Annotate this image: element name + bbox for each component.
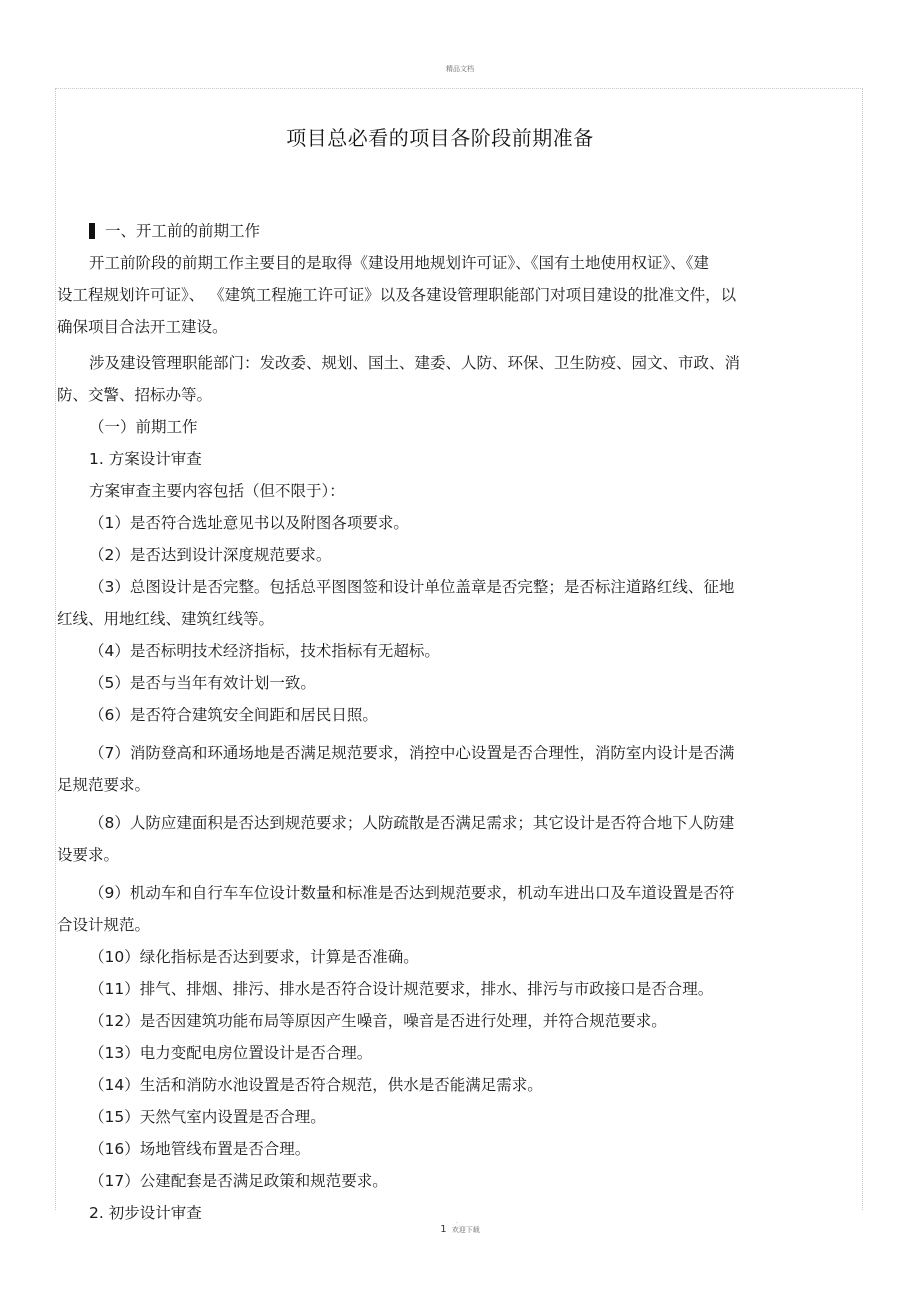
list-item: （11）排气、排烟、排污、排水是否符合设计规范要求，排水、排污与市政接口是否合理。 [89,980,714,998]
list-item-continued: 足规范要求。 [57,776,151,794]
list-item: （4）是否标明技术经济指标，技术指标有无超标。 [89,642,440,660]
list-item-continued: 设要求。 [57,846,120,864]
paragraph-line: 确保项目合法开工建设。 [57,318,228,336]
list-item: （15）天然气室内设置是否合理。 [89,1108,326,1126]
paragraph-line: 防、交警、招标办等。 [57,386,213,404]
section-heading-text: 一、开工前的前期工作 [105,222,261,240]
page-number: 1 [440,1224,447,1235]
section-marker-icon [89,223,95,239]
header-note: 精品文档 [446,65,474,73]
list-item: （6）是否符合建筑安全间距和居民日照。 [89,706,378,724]
list-item: （8）人防应建面积是否达到规范要求；人防疏散是否满足需求；其它设计是否符合地下人防建 [89,814,735,832]
paragraph-line: 涉及建设管理职能部门：发改委、规划、国土、建委、人防、环保、卫生防疫、园文、市政、消 [89,354,741,372]
list-item: （16）场地管线布置是否合理。 [89,1140,311,1158]
section-heading [57,215,817,247]
list-item: （12）是否因建筑功能布局等原因产生噪音，噪音是否进行处理，并符合规范要求。 [89,1012,667,1030]
subsection-heading: （一）前期工作 [89,418,198,436]
list-item-continued: 红线、用地红线、建筑红线等。 [57,610,275,628]
list-item: （1）是否符合选址意见书以及附图各项要求。 [89,514,409,532]
review-intro: 方案审查主要内容包括（但不限于）： [89,482,345,500]
paragraph-line: 开工前阶段的前期工作主要目的是取得《建设用地规划许可证》、《国有土地使用权证》、《建 [89,254,710,272]
list-item-continued: 合设计规范。 [57,916,151,934]
list-item: （9）机动车和自行车车位设计数量和标准是否达到规范要求，机动车进出口及车道设置是否符 [89,884,735,902]
item-heading: 1. 方案设计审查 [89,450,202,468]
list-item: （3）总图设计是否完整。包括总平图图签和设计单位盖章是否完整；是否标注道路红线、征地 [89,578,735,596]
list-item: （5）是否与当年有效计划一致。 [89,674,316,692]
list-item: （10）绿化指标是否达到要求，计算是否准确。 [89,948,419,966]
list-item: （2）是否达到设计深度规范要求。 [89,546,332,564]
list-item: （7）消防登高和环通场地是否满足规范要求，消控中心设置是否合理性，消防室内设计是否满 [89,744,735,762]
footer-dot: . [456,1218,458,1225]
page-footer [0,1224,920,1235]
item-heading: 2. 初步设计审查 [89,1204,202,1222]
list-item: （14）生活和消防水池设置是否符合规范，供水是否能满足需求。 [89,1076,543,1094]
list-item: （17）公建配套是否满足政策和规范要求。 [89,1172,388,1190]
footer-note: 欢迎下载 [451,1226,480,1234]
document-title: 项目总必看的项目各阶段前期准备 [286,126,594,150]
paragraph-line: 设工程规划许可证》、 《建筑工程施工许可证》以及各建设管理职能部门对项目建设的批准文件，以 [57,286,737,304]
list-item: （13）电力变配电房位置设计是否合理。 [89,1044,373,1062]
document-body [57,215,817,1229]
